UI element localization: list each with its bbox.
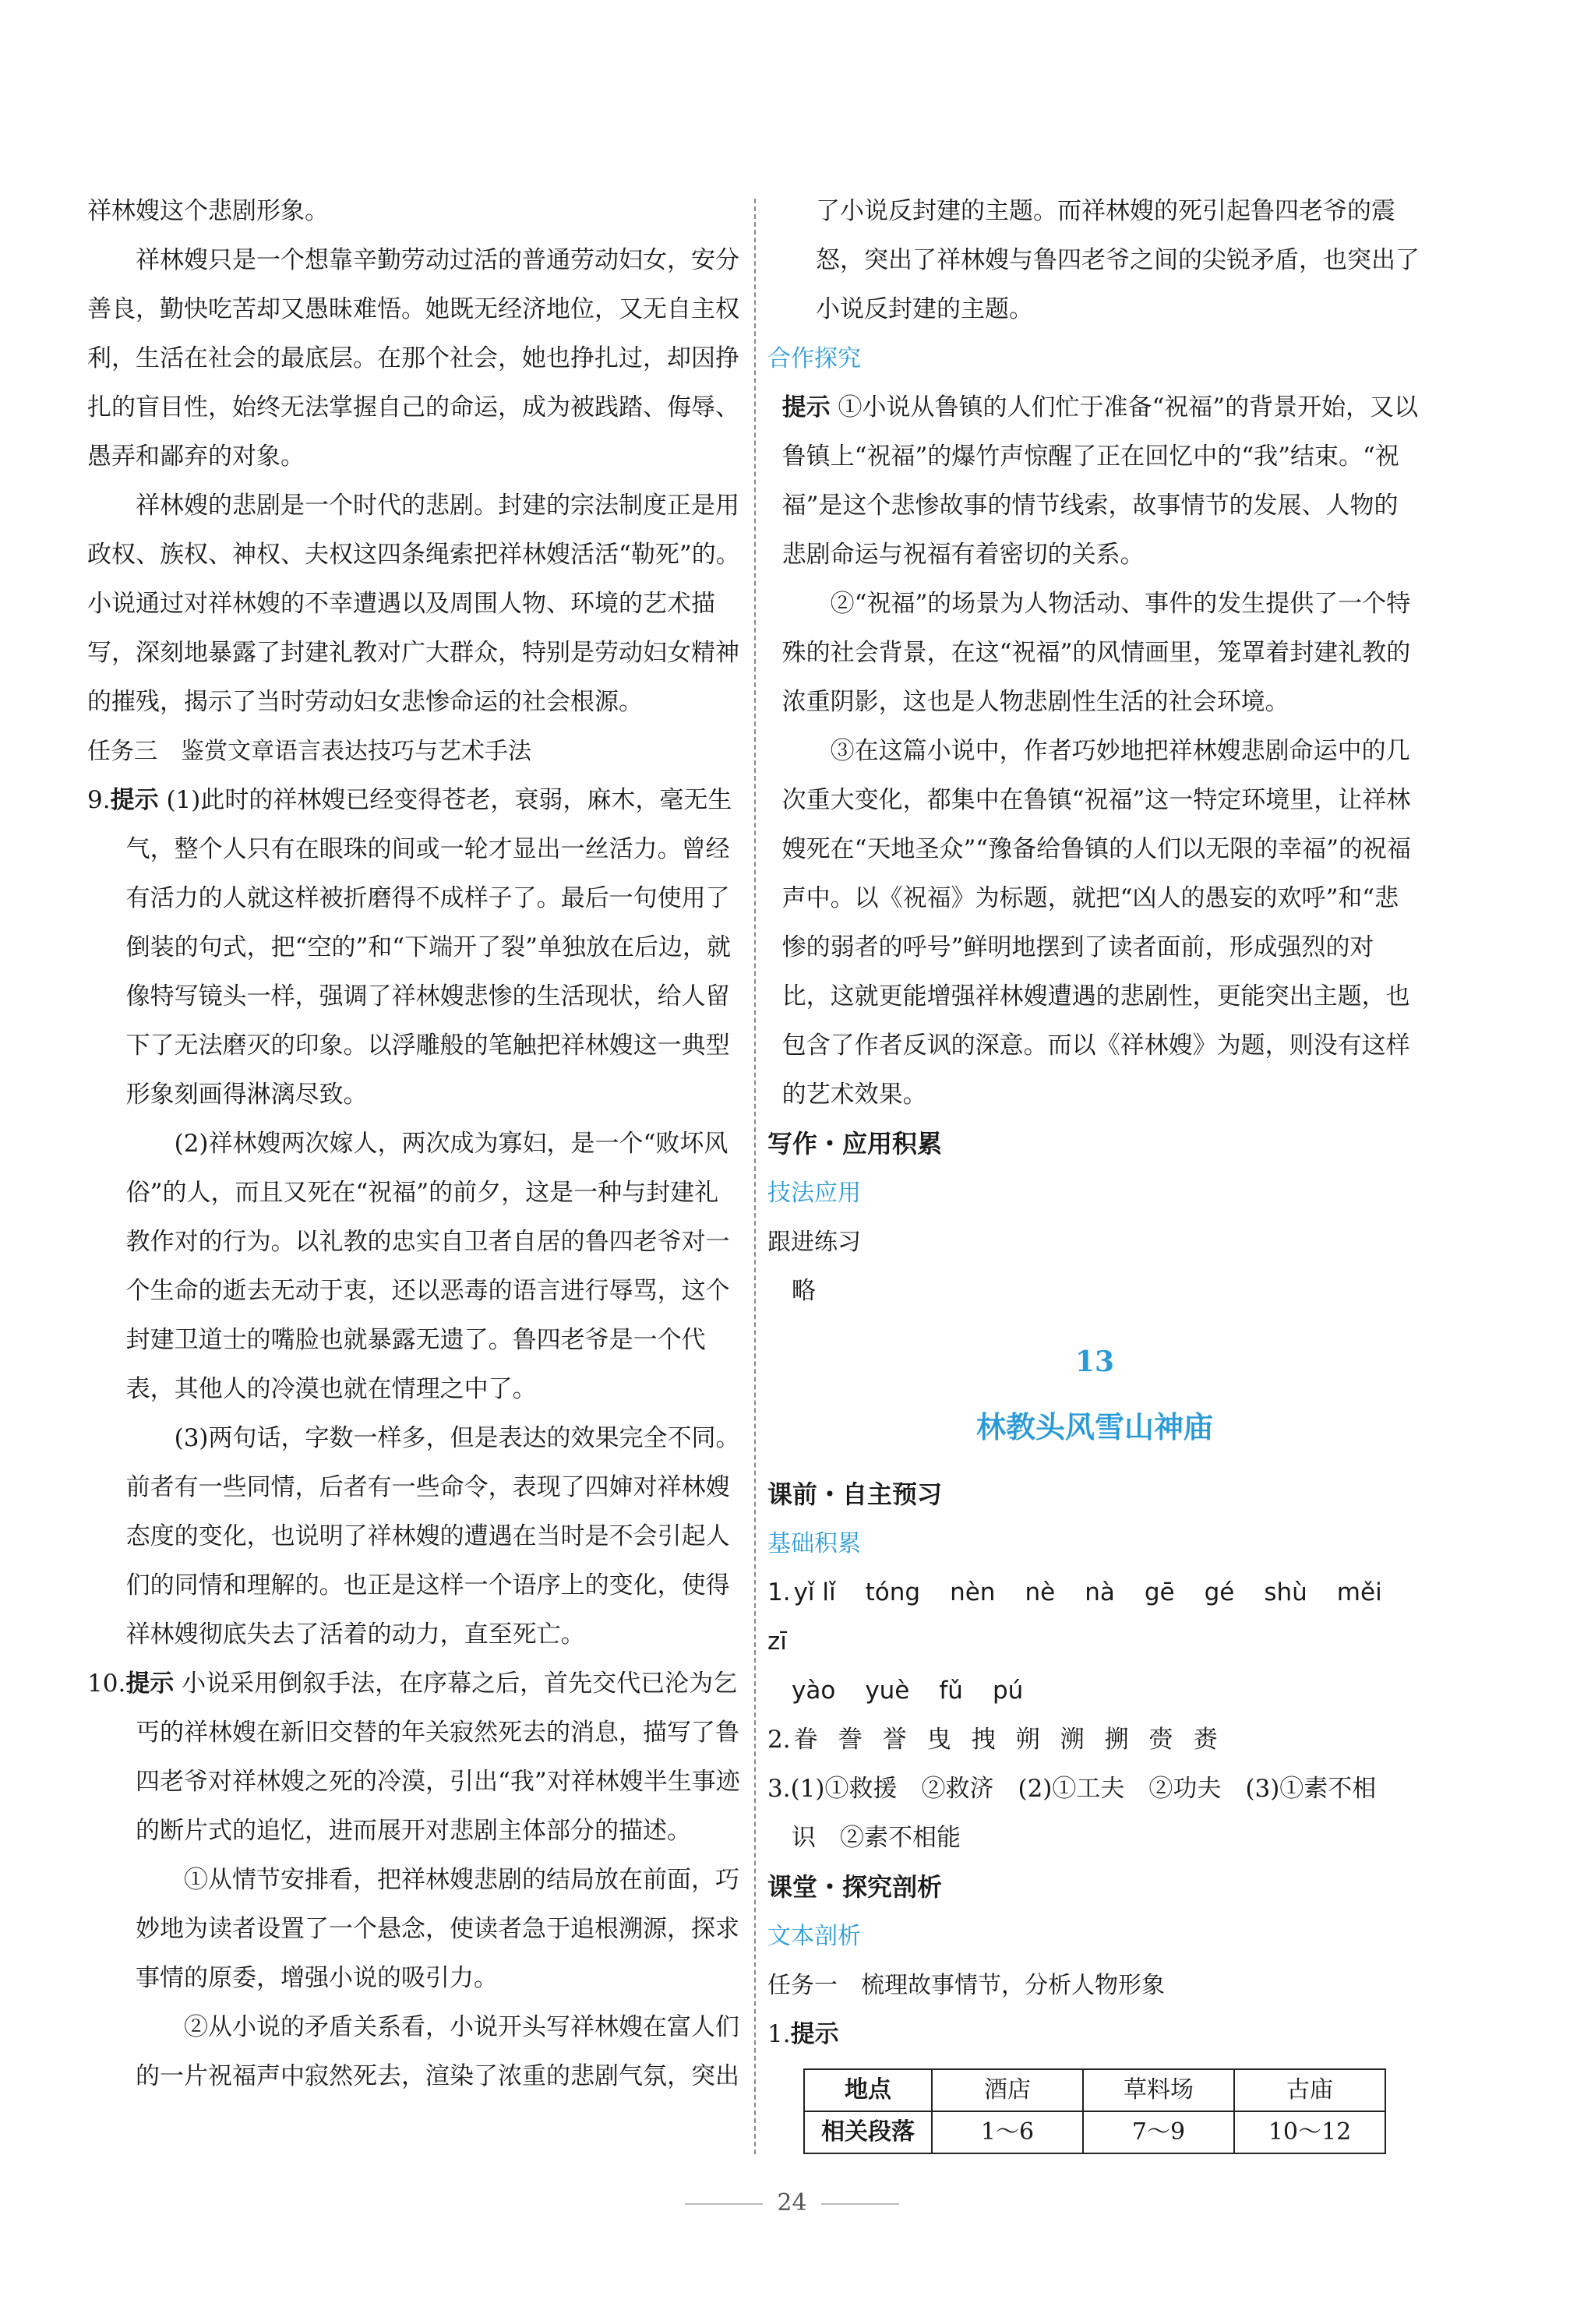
pinyin-item: yǐ lǐ: [793, 1578, 836, 1606]
char-item: 拽: [971, 1726, 996, 1754]
paragraph: 祥林嫂只是一个想靠辛勤劳动过活的普通劳动妇女，安分善良，勤快吃苦却又愚昧难悟。她既无经济地位，又无自主权利，生活在社会的最底层。在那个社会，她也挣扎过，却因挣扎的盲目性，始终无法掌握自己的命运，成为被践踏、侮辱、愚弄和鄙弃的对象。: [87, 246, 739, 471]
answer-3-line-2: 识 ②素不相能: [792, 1824, 961, 1852]
paragraph: 祥林嫂的悲剧是一个时代的悲剧。封建的宗法制度正是用政权、族权、神权、夫权这四条绳索把祥林嫂活活“勒死”的。小说通过对祥林嫂的不幸遭遇以及周围人物、环境的艺术描写，深刻地暴露了封建礼教对广大群众，特别是劳动妇女精神的摧残，揭示了当时劳动妇女悲惨命运的社会根源。: [87, 492, 740, 716]
pinyin-item: tóng: [865, 1578, 921, 1606]
hint-paragraph: [767, 383, 1422, 580]
paragraph: ①从情节安排看，把祥林嫂悲剧的结局放在前面，巧妙地为读者设置了一个悬念，使读者急于追根溯源，探求事情的原委，增强小说的吸引力。: [136, 1866, 739, 1992]
table-cell: 1～6: [932, 2111, 1083, 2153]
pinyin-item: fǔ: [939, 1677, 963, 1705]
question-number: 2.: [767, 1726, 791, 1754]
question-number: 9.: [87, 786, 111, 814]
lesson-title: 林教头风雪山神庙: [975, 1409, 1213, 1444]
hint-text: ①小说从鲁镇的人们忙于准备“祝福”的背景开始，又以鲁镇上“祝福”的爆竹声惊醒了正在回忆中的“我”结束。“祝福”是这个悲惨故事的情节线索，故事情节的发展、人物的悲剧命运与祝福有着密切的关系。: [781, 393, 1419, 569]
footer-rule: [685, 2203, 763, 2205]
char-item: 朔: [1015, 1726, 1040, 1754]
answer-text: (1)此时的祥林嫂已经变得苍老，衰弱，麻木，毫无生气，整个人只有在眼珠的间或一轮才显出一丝活力。曾经有活力的人就这样被折磨得不成样子了。最后一句使用了倒装的句式，把“空的”和“下端开了裂”单独放在后边，就像特写镜头一样，强调了祥林嫂悲惨的生活现状，给人留下了无法磨灭的印象。以浮雕般的笔触把祥林嫂这一典型形象刻画得淋漓尽致。: [125, 786, 732, 1109]
pinyin-item: měi: [1336, 1578, 1382, 1606]
pinyin-item: pú: [992, 1677, 1024, 1705]
answer-1-heading: [767, 2010, 1422, 2059]
page-number: 24: [777, 2189, 807, 2216]
pinyin-answer-line-2: [767, 1666, 1422, 1716]
section-label-hezuo: 合作探究: [767, 345, 861, 372]
footer-rule: [821, 2203, 899, 2205]
answer-lue: 略: [792, 1277, 816, 1305]
paragraph: (3)两句话，字数一样多，但是表达的效果完全不同。前者有一些同情，后者有一些命令，表现了四婶对祥林嫂态度的变化，也说明了祥林嫂的遭遇在当时是不会引起人们的同情和理解的。也正是这样一个语序上的变化，使得祥林嫂彻底失去了活着的动力，直至死亡。: [125, 1424, 740, 1649]
table-cell: 地点: [804, 2069, 932, 2111]
pinyin-item: zī: [767, 1628, 787, 1656]
column-divider: [754, 199, 756, 2154]
table-cell: 酒店: [932, 2069, 1083, 2111]
paragraph: ②“祝福”的场景为人物活动、事件的发生提供了一个特殊的社会背景，在这“祝福”的风情画里，笼罩着封建礼教的浓重阴影，这也是人物悲剧性生活的社会环境。: [781, 590, 1411, 716]
char-item: 誊: [838, 1726, 863, 1754]
hint-label: 提示: [781, 393, 831, 421]
section-label-jichu: 基础积累: [767, 1530, 861, 1557]
table-cell: 7～9: [1083, 2111, 1234, 2153]
question-number: 1.: [767, 1578, 791, 1606]
char-item: 誉: [882, 1726, 907, 1754]
answer-3-line-1: 3.(1)①救援 ②救济 (2)①工夫 ②功夫 (3)①素不相: [767, 1775, 1377, 1803]
hint-label: 提示: [125, 1670, 175, 1698]
paragraph: ②从小说的矛盾关系看，小说开头写祥林嫂在富人们的一片祝福声中寂然死去，渲染了浓重的悲剧气氛，突出: [136, 2013, 739, 2090]
page-footer: [0, 2189, 1584, 2216]
pinyin-item: gē: [1144, 1578, 1175, 1606]
pinyin-item: yuè: [865, 1677, 910, 1705]
char-item: 搠: [1104, 1726, 1129, 1754]
section-heading-kt: 课堂・探究剖析: [767, 1872, 943, 1902]
section-heading-kq: 课前・自主预习: [767, 1479, 943, 1509]
table-row: [804, 2111, 1385, 2153]
paragraph: 祥林嫂这个悲剧形象。: [87, 197, 329, 225]
pinyin-item: yào: [792, 1677, 836, 1705]
char-item: 溯: [1060, 1726, 1085, 1754]
section-heading-xiezuo: 写作・应用积累: [767, 1129, 943, 1158]
table-cell: 相关段落: [804, 2111, 932, 2153]
pinyin-item: nèn: [950, 1578, 996, 1606]
section-label-jifa: 技法应用: [767, 1180, 861, 1207]
pinyin-answer-line-1: [767, 1568, 1422, 1666]
table-row: [804, 2069, 1385, 2111]
right-column: [767, 187, 1422, 2154]
char-item: 赍: [1148, 1726, 1173, 1754]
paragraph: ③在这篇小说中，作者巧妙地把祥林嫂悲剧命运中的几次重大变化，都集中在鲁镇“祝福”这一特定环境里，让祥林嫂死在“天地圣众”“豫备给鲁镇的人们以无限的幸福”的祝福声中。以《祝福》为标题，就把“凶人的愚妄的欢呼”和“悲惨的弱者的呼号”鲜明地摆到了读者面前，形成强烈的对比，这就更能增强祥林嫂遭遇的悲剧性，更能突出主题，也包含了作者反讽的深意。而以《祥林嫂》为题，则没有这样的艺术效果。: [781, 737, 1411, 1109]
char-item: 曳: [926, 1726, 951, 1754]
pinyin-item: shù: [1264, 1578, 1307, 1606]
pinyin-item: nè: [1025, 1578, 1056, 1606]
pinyin-item: nà: [1085, 1578, 1115, 1606]
task-heading: 任务一 梳理故事情节，分析人物形象: [767, 1972, 1165, 1999]
answer-text: 小说采用倒叙手法，在序幕之后，首先交代已沦为乞丐的祥林嫂在新旧交替的年关寂然死去的消息，描写了鲁四老爷对祥林嫂之死的冷漠，引出“我”对祥林嫂半生事迹的断片式的追忆，进而展开对悲剧主体部分的描述。: [136, 1670, 740, 1845]
char-item: 眷: [793, 1726, 818, 1754]
question-number: 1.: [767, 2020, 791, 2048]
location-table: [803, 2068, 1386, 2154]
answer-9: [87, 776, 740, 1120]
paragraph: (2)祥林嫂两次嫁人，两次成为寡妇，是一个“败坏风俗”的人，而且又死在“祝福”的前夕，这是一种与封建礼教作对的行为。以礼教的忠实自卫者自居的鲁四老爷对一个生命的逝去无动于衷，还以恶毒的语言进行辱骂，这个封建卫道士的嘴脸也就暴露无遗了。鲁四老爷是一个代表，其他人的冷漠也就在情理之中了。: [125, 1130, 730, 1403]
answer-10: [87, 1659, 740, 1856]
hint-label: 提示: [790, 2020, 839, 2048]
hint-label: 提示: [110, 786, 159, 814]
subheading-genjin: 跟进练习: [767, 1229, 861, 1256]
task-heading: 任务三 鉴赏文章语言表达技巧与艺术手法: [87, 738, 531, 765]
left-column: [87, 187, 740, 2101]
table-cell: 10～12: [1234, 2111, 1385, 2153]
table-cell: 草料场: [1083, 2069, 1234, 2111]
paragraph: 了小说反封建的主题。而祥林嫂的死引起鲁四老爷的震怒，突出了祥林嫂与鲁四老爷之间的尖锐矛盾，也突出了小说反封建的主题。: [816, 197, 1420, 323]
character-answer-line: [767, 1716, 1422, 1765]
pinyin-item: gé: [1204, 1578, 1235, 1606]
char-item: 赉: [1193, 1726, 1218, 1754]
table-cell: 古庙: [1234, 2069, 1385, 2111]
section-label-wenben: 文本剖析: [767, 1923, 861, 1950]
question-number: 10.: [87, 1670, 126, 1698]
lesson-number: 13: [1074, 1345, 1115, 1378]
